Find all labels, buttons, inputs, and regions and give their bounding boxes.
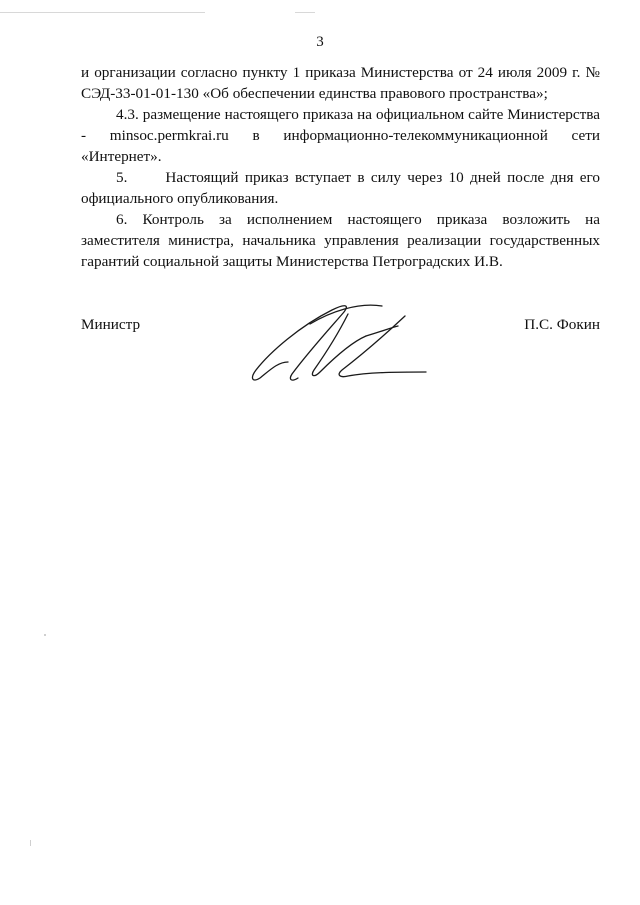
- order-text: [81, 62, 600, 272]
- handwritten-signature: [240, 290, 440, 390]
- page-number: 3: [316, 34, 324, 50]
- paragraph-5: 5. Настоящий приказ вступает в силу через 10 дней после дня его официального опубликования.: [81, 169, 600, 207]
- paragraph-6: 6. Контроль за исполнением настоящего приказа возложить на заместителя министра, начальника управления реализации государственных гарантий социальной защиты Министерства Петроградских И.В.: [81, 211, 600, 270]
- scan-speck: [44, 634, 46, 636]
- scan-edge-mark: [0, 12, 205, 13]
- signer-name: П.С. Фокин: [524, 316, 600, 333]
- scan-edge-mark: [295, 12, 315, 13]
- paragraph-4-3: 4.3. размещение настоящего приказа на официальном сайте Министерства - minsoc.permkrai.ru в информационно-телекоммуникационной сети «Интернет».: [81, 106, 600, 165]
- signer-position: Министр: [81, 316, 141, 333]
- paragraph-continuation: и организации согласно пункту 1 приказа Министерства от 24 июля 2009 г. № СЭД-33-01-01-130 «Об обеспечении единства правового пространства»;: [81, 64, 600, 102]
- scan-speck: [30, 840, 31, 846]
